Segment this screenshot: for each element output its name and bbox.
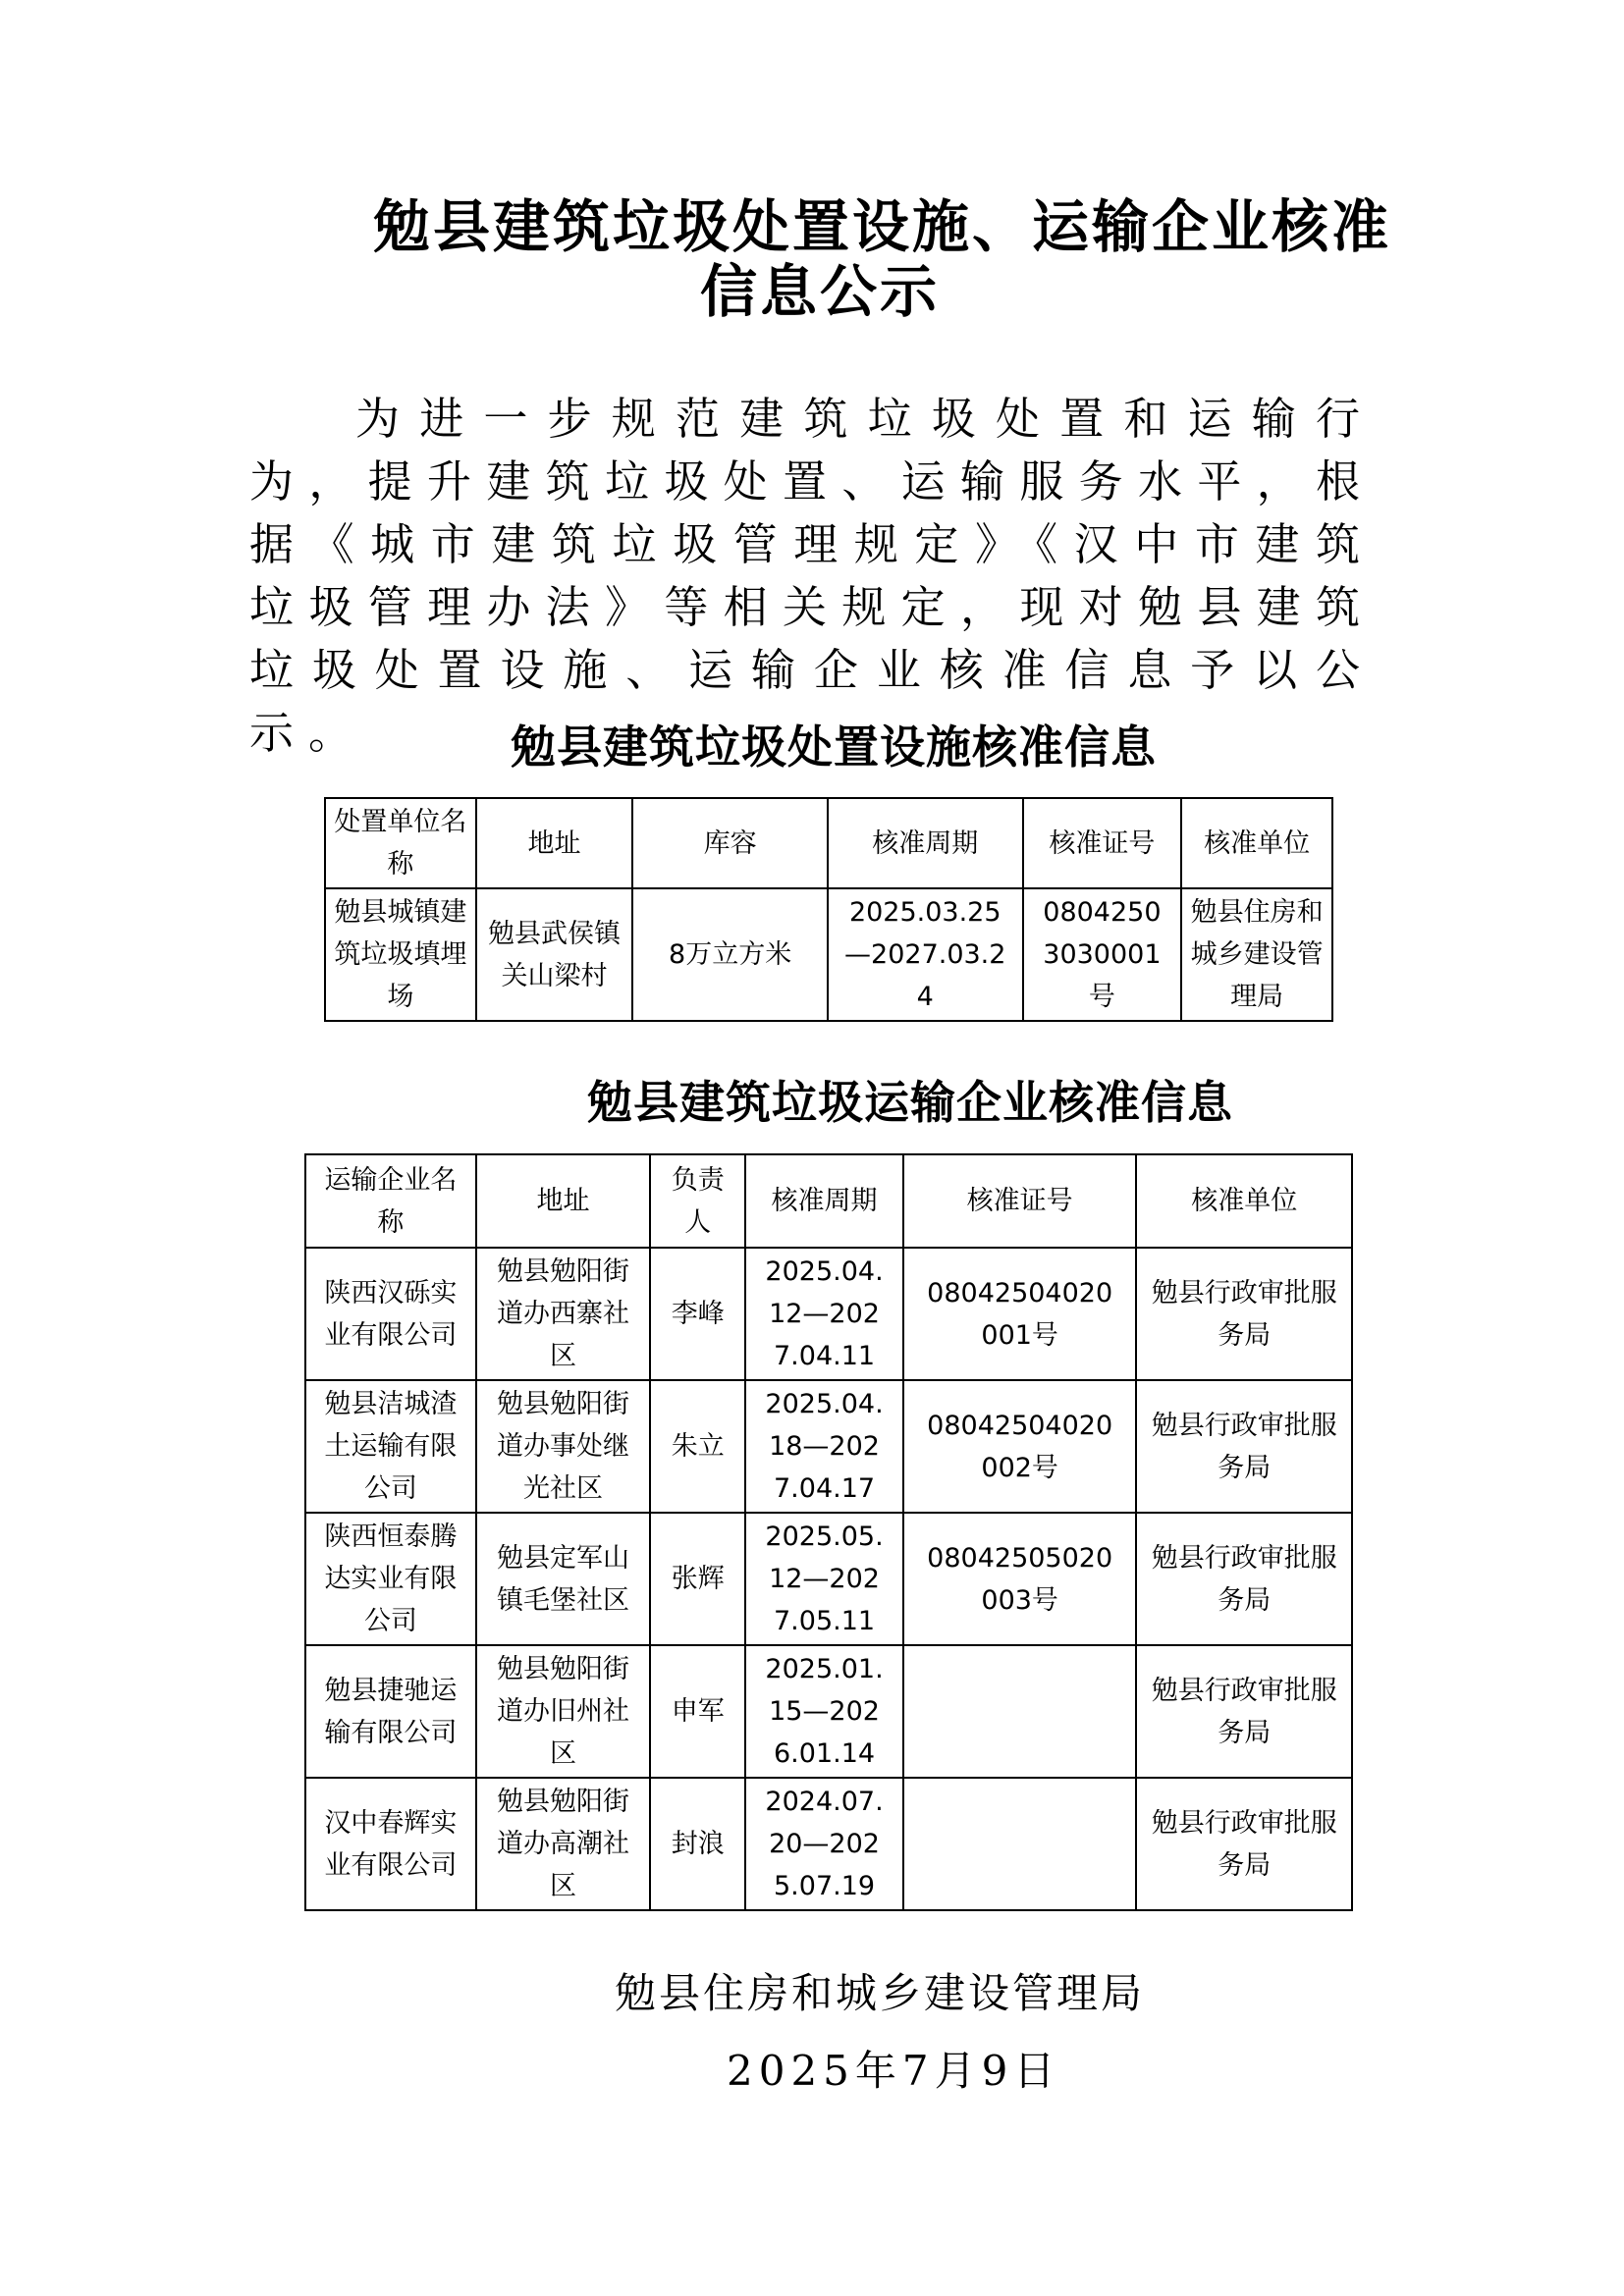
table-cell	[903, 1778, 1137, 1910]
intro-paragraph: 为进一步规范建筑垃圾处置和运输行为，提升建筑垃圾处置、运输服务水平，根据《城市建筑垃圾管理规定》《汉中市建筑垃圾管理办法》等相关规定，现对勉县建筑垃圾处置设施、运输企业核准信息予以公示。	[249, 393, 1375, 759]
table-cell: 陕西恒泰腾达实业有限公司	[305, 1513, 476, 1645]
header-cell: 核准证号	[903, 1154, 1137, 1248]
table-cell: 勉县行政审批服务局	[1136, 1778, 1352, 1910]
header-cell: 核准周期	[745, 1154, 903, 1248]
header-cell: 核准单位	[1136, 1154, 1352, 1248]
table-cell: 封浪	[650, 1778, 745, 1910]
table-cell: 8万立方米	[632, 888, 828, 1021]
header-cell: 处置单位名称	[325, 798, 476, 888]
header-cell: 库容	[632, 798, 828, 888]
table-cell: 08042503030001号	[1023, 888, 1182, 1021]
header-cell: 核准单位	[1181, 798, 1332, 888]
table-cell: 2024.07.20—2025.07.19	[745, 1778, 903, 1910]
table-row	[305, 1513, 1352, 1645]
header-cell: 地址	[476, 1154, 651, 1248]
document-title	[373, 194, 1404, 324]
facility-header-row	[325, 798, 1332, 888]
table-cell: 勉县捷驰运输有限公司	[305, 1645, 476, 1778]
table-cell: 08042504020001号	[903, 1248, 1137, 1380]
table-cell: 勉县行政审批服务局	[1136, 1645, 1352, 1778]
issuer-name: 勉县住房和城乡建设管理局	[615, 1969, 1146, 2017]
transport-header-row	[305, 1154, 1352, 1248]
table-row	[325, 888, 1332, 1021]
transport-table	[304, 1153, 1353, 1911]
table-cell: 勉县勉阳街道办西寨社区	[476, 1248, 651, 1380]
transport-section-title: 勉县建筑垃圾运输企业核准信息	[587, 1076, 1233, 1129]
table-cell: 陕西汉砾实业有限公司	[305, 1248, 476, 1380]
table-cell: 勉县行政审批服务局	[1136, 1380, 1352, 1513]
table-cell: 勉县定军山镇毛堡社区	[476, 1513, 651, 1645]
table-cell: 勉县勉阳街道办旧州社区	[476, 1645, 651, 1778]
title-line-2: 信息公示	[700, 258, 941, 325]
table-cell: 汉中春辉实业有限公司	[305, 1778, 476, 1910]
table-cell: 勉县住房和城乡建设管理局	[1181, 888, 1332, 1021]
header-cell: 核准周期	[828, 798, 1023, 888]
table-cell: 勉县勉阳街道办事处继光社区	[476, 1380, 651, 1513]
title-line-1: 勉县建筑垃圾处置设施、运输企业核准	[373, 193, 1392, 260]
table-cell: 2025.03.25—2027.03.24	[828, 888, 1023, 1021]
table-cell: 申军	[650, 1645, 745, 1778]
header-cell: 地址	[476, 798, 633, 888]
table-cell: 勉县勉阳街道办高潮社区	[476, 1778, 651, 1910]
table-cell: 勉县城镇建筑垃圾填埋场	[325, 888, 476, 1021]
table-cell: 朱立	[650, 1380, 745, 1513]
table-cell: 2025.05.12—2027.05.11	[745, 1513, 903, 1645]
table-row	[305, 1248, 1352, 1380]
issue-date: 2025年7月9日	[727, 2047, 1061, 2095]
header-cell: 运输企业名称	[305, 1154, 476, 1248]
table-cell: 勉县洁城渣土运输有限公司	[305, 1380, 476, 1513]
table-cell: 勉县行政审批服务局	[1136, 1513, 1352, 1645]
table-cell	[903, 1645, 1137, 1778]
table-cell: 2025.01.15—2026.01.14	[745, 1645, 903, 1778]
table-cell: 勉县武侯镇关山梁村	[476, 888, 633, 1021]
header-cell: 核准证号	[1023, 798, 1182, 888]
header-cell: 负责人	[650, 1154, 745, 1248]
table-cell: 勉县行政审批服务局	[1136, 1248, 1352, 1380]
table-cell: 张辉	[650, 1513, 745, 1645]
table-row	[305, 1380, 1352, 1513]
table-cell: 08042504020002号	[903, 1380, 1137, 1513]
table-row	[305, 1645, 1352, 1778]
facility-section-title: 勉县建筑垃圾处置设施核准信息	[511, 721, 1157, 774]
table-row	[305, 1778, 1352, 1910]
table-cell: 2025.04.18—2027.04.17	[745, 1380, 903, 1513]
table-cell: 2025.04.12—2027.04.11	[745, 1248, 903, 1380]
facility-table	[324, 797, 1333, 1022]
table-cell: 李峰	[650, 1248, 745, 1380]
table-cell: 08042505020003号	[903, 1513, 1137, 1645]
